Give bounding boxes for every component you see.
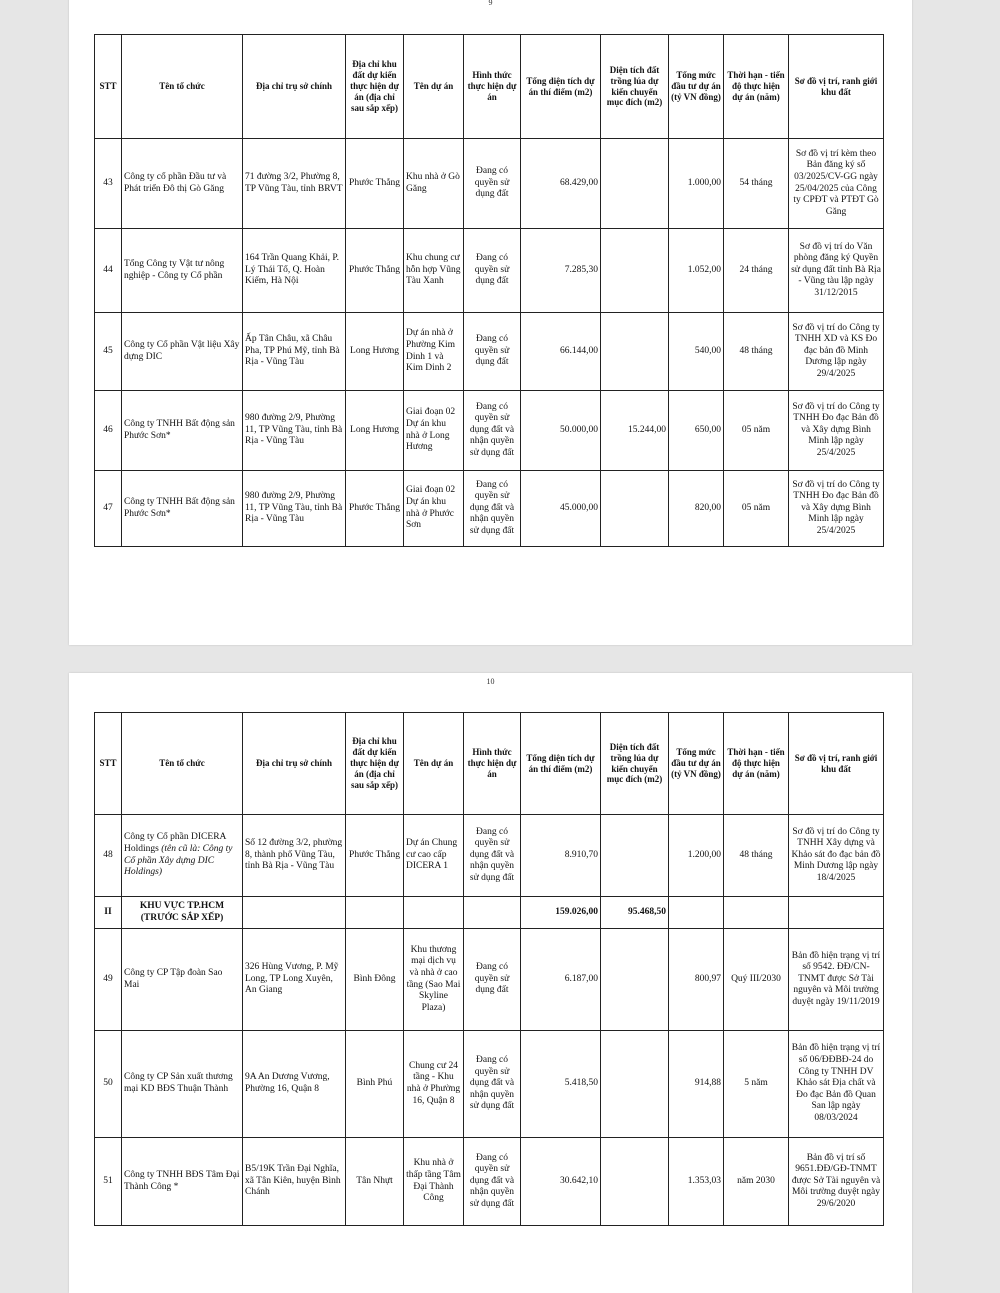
cell-hq: 326 Hùng Vương, P. Mỹ Long, TP Long Xuyên, An Giang	[243, 929, 346, 1031]
header-land-address: Địa chỉ khu đất dự kiến thực hiện dự án (địa chỉ sau sắp xếp)	[346, 35, 404, 139]
cell-hq: B5/19K Trần Đại Nghĩa, xã Tân Kiên, huyện Bình Chánh	[243, 1138, 346, 1226]
cell-form: Đang có quyền sử dụng đất	[464, 313, 521, 391]
cell-investment: 914,88	[669, 1031, 724, 1138]
projects-table	[94, 34, 884, 547]
org-former-name: (tên cũ là: Công ty Cổ phần Xây dựng DIC Holdings)	[124, 843, 233, 878]
cell-org: Công ty TNHH BĐS Tâm Đại Thành Công *	[122, 1138, 243, 1226]
cell-total-area: 30.642,10	[521, 1138, 601, 1226]
cell-map: Bản đồ vị trí số 9651.ĐĐ/GĐ-TNMT được Sở Tài nguyên và Môi trường duyệt ngày 29/6/2020	[789, 1138, 884, 1226]
cell-term: Quý III/2030	[724, 929, 789, 1031]
cell-project: Dự án Chung cư cao cấp DICERA 1	[404, 815, 464, 897]
table-row	[95, 1031, 884, 1138]
cell-term: 48 tháng	[724, 313, 789, 391]
cell-investment: 1.353,03	[669, 1138, 724, 1226]
cell-stt: 47	[95, 471, 122, 547]
cell-project: Khu chung cư hỗn hợp Vũng Tàu Xanh	[404, 229, 464, 313]
cell-map: Bản đồ hiện trạng vị trí số 9542. ĐĐ/CN-TNMT được Sở Tài nguyên và Môi trường duyệt ngày 19/11/2019	[789, 929, 884, 1031]
cell-hq: 980 đường 2/9, Phường 11, TP Vũng Tàu, tỉnh Bà Rịa - Vũng Tàu	[243, 471, 346, 547]
cell-land: Long Hương	[346, 391, 404, 471]
cell-hq: 71 đường 3/2, Phường 8, TP Vũng Tàu, tỉnh BRVT	[243, 139, 346, 229]
cell-rice-area: 15.244,00	[601, 391, 669, 471]
cell-hq: 9A An Dương Vương, Phường 16, Quận 8	[243, 1031, 346, 1138]
empty-cell	[404, 897, 464, 929]
cell-map: Sơ đồ vị trí do Công ty TNHH Đo đạc Bản đồ và Xây dựng Bình Minh lập ngày 25/4/2025	[789, 391, 884, 471]
cell-stt: 45	[95, 313, 122, 391]
cell-map: Sơ đồ vị trí kèm theo Bản đăng ký số 03/2025/CV-GG ngày 25/04/2025 của Công ty CPĐT và PTĐT Gò Găng	[789, 139, 884, 229]
cell-stt: 50	[95, 1031, 122, 1138]
table-header-row	[95, 35, 884, 139]
cell-form: Đang có quyền sử dụng đất	[464, 139, 521, 229]
cell-term: 05 năm	[724, 391, 789, 471]
cell-term: năm 2030	[724, 1138, 789, 1226]
table-row	[95, 1138, 884, 1226]
header-hq: Địa chỉ trụ sở chính	[243, 713, 346, 815]
cell-org	[122, 815, 243, 897]
section-total-area: 159.026,00	[521, 897, 601, 929]
cell-stt: 48	[95, 815, 122, 897]
empty-cell	[346, 897, 404, 929]
empty-cell	[464, 897, 521, 929]
cell-land: Phước Thắng	[346, 139, 404, 229]
cell-total-area: 8.910,70	[521, 815, 601, 897]
cell-stt: 51	[95, 1138, 122, 1226]
cell-term: 5 năm	[724, 1031, 789, 1138]
cell-project: Khu thương mại dịch vụ và nhà ở cao tầng (Sao Mai Skyline Plaza)	[404, 929, 464, 1031]
cell-investment: 1.000,00	[669, 139, 724, 229]
table-row	[95, 471, 884, 547]
cell-map: Sơ đồ vị trí do Văn phòng đăng ký Quyền sử dụng đất tỉnh Bà Rịa - Vũng tàu lập ngày 31/12/2015	[789, 229, 884, 313]
cell-investment: 800,97	[669, 929, 724, 1031]
cell-land: Bình Phú	[346, 1031, 404, 1138]
cell-stt: 43	[95, 139, 122, 229]
header-org: Tên tổ chức	[122, 35, 243, 139]
cell-term: 24 tháng	[724, 229, 789, 313]
cell-stt: 49	[95, 929, 122, 1031]
header-form: Hình thức thực hiện dự án	[464, 713, 521, 815]
empty-cell	[669, 897, 724, 929]
cell-rice-area	[601, 471, 669, 547]
header-hq: Địa chỉ trụ sở chính	[243, 35, 346, 139]
cell-map: Sơ đồ vị trí do Công ty TNHH Đo đạc Bản đồ và Xây dựng Bình Minh lập ngày 25/4/2025	[789, 471, 884, 547]
section-number: II	[95, 897, 122, 929]
header-total-area: Tổng diện tích dự án thí điểm (m2)	[521, 35, 601, 139]
table-row	[95, 313, 884, 391]
cell-org: Công ty cổ phần Đầu tư và Phát triển Đô thị Gò Găng	[122, 139, 243, 229]
cell-total-area: 5.418,50	[521, 1031, 601, 1138]
table-row	[95, 391, 884, 471]
cell-investment: 1.052,00	[669, 229, 724, 313]
cell-total-area: 7.285,30	[521, 229, 601, 313]
cell-rice-area	[601, 815, 669, 897]
cell-org: Công ty TNHH Bất động sản Phước Sơn*	[122, 391, 243, 471]
header-project: Tên dự án	[404, 35, 464, 139]
cell-land: Phước Thắng	[346, 229, 404, 313]
cell-land: Tân Nhựt	[346, 1138, 404, 1226]
table-row	[95, 815, 884, 897]
cell-project: Chung cư 24 tầng - Khu nhà ở Phường 16, Quận 8	[404, 1031, 464, 1138]
cell-term: 48 tháng	[724, 815, 789, 897]
cell-map: Sơ đồ vị trí do Công ty TNHH Xây dựng và Khảo sát đo đạc bản đồ Minh Dương lập ngày 18/4/2025	[789, 815, 884, 897]
table-row	[95, 229, 884, 313]
cell-total-area: 45.000,00	[521, 471, 601, 547]
header-form: Hình thức thực hiện dự án	[464, 35, 521, 139]
cell-form: Đang có quyền sử dụng đất	[464, 929, 521, 1031]
cell-map: Sơ đồ vị trí do Công ty TNHH XD và KS Đo đạc bản đồ Minh Dương lập ngày 29/4/2025	[789, 313, 884, 391]
cell-land: Long Hương	[346, 313, 404, 391]
cell-org: Công ty CP Sản xuất thương mại KD BĐS Thuận Thành	[122, 1031, 243, 1138]
cell-rice-area	[601, 229, 669, 313]
document-page-9	[69, 0, 912, 645]
cell-term: 05 năm	[724, 471, 789, 547]
cell-investment: 650,00	[669, 391, 724, 471]
empty-cell	[243, 897, 346, 929]
cell-form: Đang có quyền sử dụng đất và nhận quyền sử dụng đất	[464, 815, 521, 897]
cell-rice-area	[601, 1031, 669, 1138]
cell-stt: 44	[95, 229, 122, 313]
cell-land: Bình Đông	[346, 929, 404, 1031]
org-name: Công ty Cổ phần DICERA Holdings	[124, 832, 226, 854]
header-project: Tên dự án	[404, 713, 464, 815]
header-map: Sơ đồ vị trí, ranh giới khu đất	[789, 713, 884, 815]
cell-hq: Ấp Tân Châu, xã Châu Pha, TP Phú Mỹ, tỉnh Bà Rịa - Vũng Tàu	[243, 313, 346, 391]
header-org: Tên tổ chức	[122, 713, 243, 815]
section-rice-area: 95.468,50	[601, 897, 669, 929]
cell-stt: 46	[95, 391, 122, 471]
cell-hq: Số 12 đường 3/2, phường 8, thành phố Vũng Tàu, tỉnh Bà Rịa - Vũng Tàu	[243, 815, 346, 897]
cell-form: Đang có quyền sử dụng đất và nhận quyền sử dụng đất	[464, 471, 521, 547]
cell-project: Dự án nhà ở Phường Kim Dinh 1 và Kim Dinh 2	[404, 313, 464, 391]
header-land-address: Địa chỉ khu đất dự kiến thực hiện dự án (địa chỉ sau sắp xếp)	[346, 713, 404, 815]
cell-form: Đang có quyền sử dụng đất và nhận quyền sử dụng đất	[464, 1138, 521, 1226]
page-number: 10	[486, 677, 495, 686]
header-stt: STT	[95, 35, 122, 139]
projects-table	[94, 712, 884, 1226]
cell-investment: 1.200,00	[669, 815, 724, 897]
cell-investment: 820,00	[669, 471, 724, 547]
cell-form: Đang có quyền sử dụng đất và nhận quyền sử dụng đất	[464, 391, 521, 471]
cell-org: Công ty TNHH Bất động sản Phước Sơn*	[122, 471, 243, 547]
cell-land: Phước Thắng	[346, 815, 404, 897]
cell-total-area: 66.144,00	[521, 313, 601, 391]
cell-land: Phước Thắng	[346, 471, 404, 547]
cell-rice-area	[601, 313, 669, 391]
cell-term: 54 tháng	[724, 139, 789, 229]
cell-project: Khu nhà ở thấp tầng Tâm Đại Thành Công	[404, 1138, 464, 1226]
empty-cell	[724, 897, 789, 929]
section-row	[95, 897, 884, 929]
section-label: KHU VỰC TP.HCM (TRƯỚC SẮP XẾP)	[122, 897, 243, 929]
header-investment: Tổng mức đầu tư dự án (tỷ VN đồng)	[669, 35, 724, 139]
cell-project: Giai đoạn 02 Dự án khu nhà ở Long Hương	[404, 391, 464, 471]
cell-project: Khu nhà ở Gò Găng	[404, 139, 464, 229]
cell-rice-area	[601, 1138, 669, 1226]
cell-rice-area	[601, 139, 669, 229]
cell-org: Công ty Cổ phần Vật liệu Xây dựng DIC	[122, 313, 243, 391]
cell-org: Tổng Công ty Vật tư nông nghiệp - Công ty Cổ phần	[122, 229, 243, 313]
header-total-area: Tổng diện tích dự án thí điểm (m2)	[521, 713, 601, 815]
header-rice-area: Diện tích đất trồng lúa dự kiến chuyển mục đích (m2)	[601, 35, 669, 139]
cell-hq: 980 đường 2/9, Phường 11, TP Vũng Tàu, tỉnh Bà Rịa - Vũng Tàu	[243, 391, 346, 471]
header-map: Sơ đồ vị trí, ranh giới khu đất	[789, 35, 884, 139]
cell-total-area: 50.000,00	[521, 391, 601, 471]
header-term: Thời hạn - tiến độ thực hiện dự án (năm)	[724, 713, 789, 815]
empty-cell	[789, 897, 884, 929]
header-term: Thời hạn - tiến độ thực hiện dự án (năm)	[724, 35, 789, 139]
header-rice-area: Diện tích đất trồng lúa dự kiến chuyển mục đích (m2)	[601, 713, 669, 815]
cell-form: Đang có quyền sử dụng đất và nhận quyền sử dụng đất	[464, 1031, 521, 1138]
table-row	[95, 139, 884, 229]
page-number: 9	[488, 0, 493, 7]
cell-form: Đang có quyền sử dụng đất	[464, 229, 521, 313]
cell-investment: 540,00	[669, 313, 724, 391]
document-page-10	[69, 673, 912, 1293]
cell-total-area: 68.429,00	[521, 139, 601, 229]
table-row	[95, 929, 884, 1031]
cell-hq: 164 Trần Quang Khải, P. Lý Thái Tổ, Q. Hoàn Kiếm, Hà Nội	[243, 229, 346, 313]
header-investment: Tổng mức đầu tư dự án (tỷ VN đồng)	[669, 713, 724, 815]
cell-rice-area	[601, 929, 669, 1031]
cell-map: Bản đồ hiện trạng vị trí số 06/ĐĐBĐ-24 do Công ty TNHH DV Khảo sát Địa chất và Đo đạc Bản đồ Quan San lập ngày 08/03/2024	[789, 1031, 884, 1138]
cell-project: Giai đoạn 02 Dự án khu nhà ở Phước Sơn	[404, 471, 464, 547]
table-header-row	[95, 713, 884, 815]
cell-org: Công ty CP Tập đoàn Sao Mai	[122, 929, 243, 1031]
header-stt: STT	[95, 713, 122, 815]
cell-total-area: 6.187,00	[521, 929, 601, 1031]
